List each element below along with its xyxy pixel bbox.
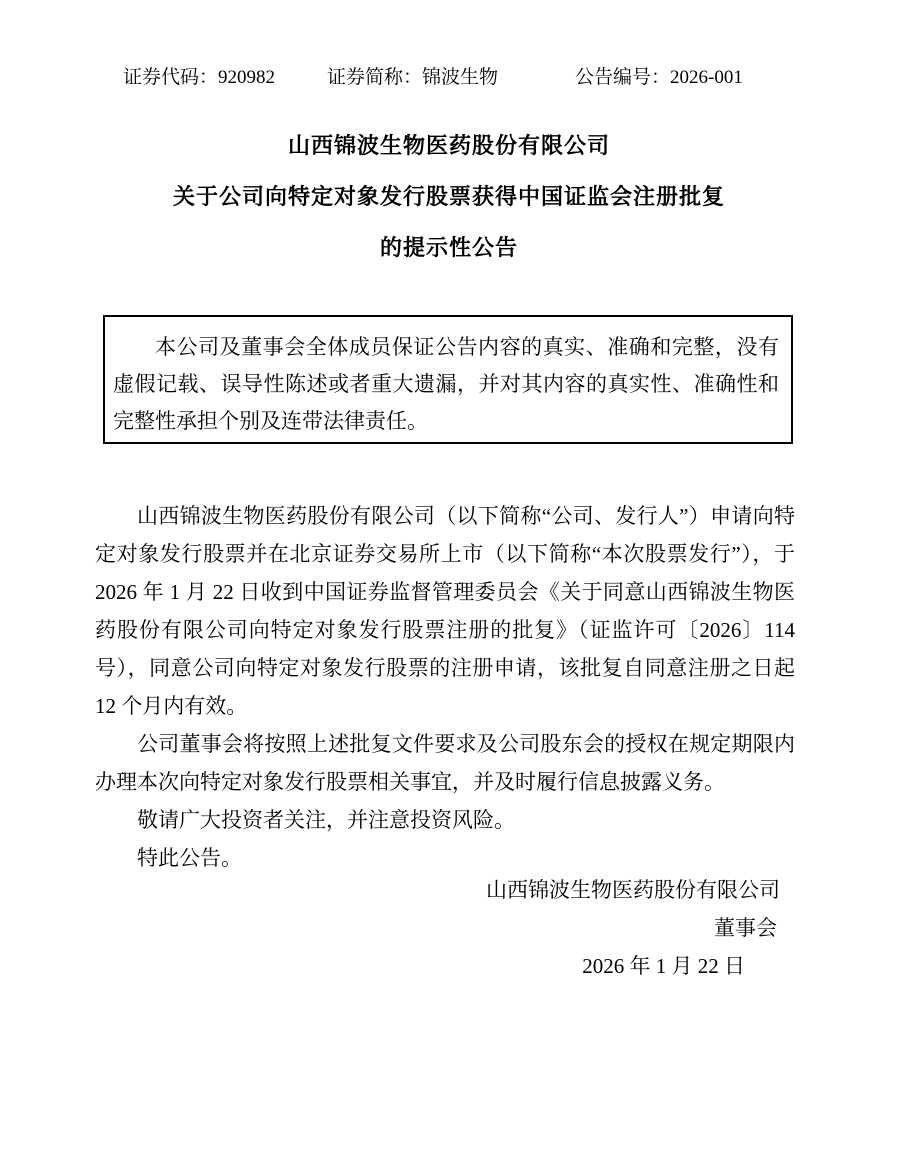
body-paragraph-3: 敬请广大投资者关注，并注意投资风险。 [137,808,515,832]
disclaimer-text: 本公司及董事会全体成员保证公告内容的真实、准确和完整，没有虚假记载、误导性陈述或者重大遗漏，并对其内容的真实性、准确性和完整性承担个别及连带法律责任。 [113,335,779,433]
document-title-line3: 的提示性公告 [379,235,518,260]
securities-info-row [0,64,898,92]
signature-date: 2026 年 1 月 22 日 [582,954,745,978]
stock-name-field [327,64,498,92]
stock-name-label: 证券简称： [327,67,423,88]
stock-code-value: 920982 [218,67,276,88]
document-title [0,120,898,273]
stock-name-value: 锦波生物 [422,67,499,88]
document-title-line2: 关于公司向特定对象发行股票获得中国证监会注册批复 [172,184,725,209]
signature-block [0,871,898,985]
announcement-number-value: 2026-001 [670,67,743,88]
stock-code-label: 证券代码： [123,67,219,88]
disclaimer-box [103,315,793,444]
body-paragraph-4: 特此公告。 [137,846,242,870]
body-paragraph-1: 山西锦波生物医药股份有限公司（以下简称“公司、发行人”）申请向特定对象发行股票并在北京证券交易所上市（以下简称“本次股票发行”），于 2026 年 1 月 22 日收到中国证券监督管理委员会《关于同意山西锦波生物医药股份有限公司向特定对象发行股票注册的批复》（证监许可〔2026〕114 号），同意公司向特定对象发行股票的注册申请，该批复自同意注册之日起 12 个月内有效。 [95,504,795,718]
announcement-body [95,497,795,877]
body-paragraph-2: 公司董事会将按照上述批复文件要求及公司股东会的授权在规定期限内办理本次向特定对象发行股票相关事宜，并及时履行信息披露义务。 [95,732,795,794]
stock-code-field [123,64,275,92]
announcement-number-field [575,64,743,92]
document-title-line1: 山西锦波生物医药股份有限公司 [287,133,610,158]
signature-board: 董事会 [714,916,777,940]
announcement-number-label: 公告编号： [575,67,671,88]
signature-company: 山西锦波生物医药股份有限公司 [486,878,780,902]
